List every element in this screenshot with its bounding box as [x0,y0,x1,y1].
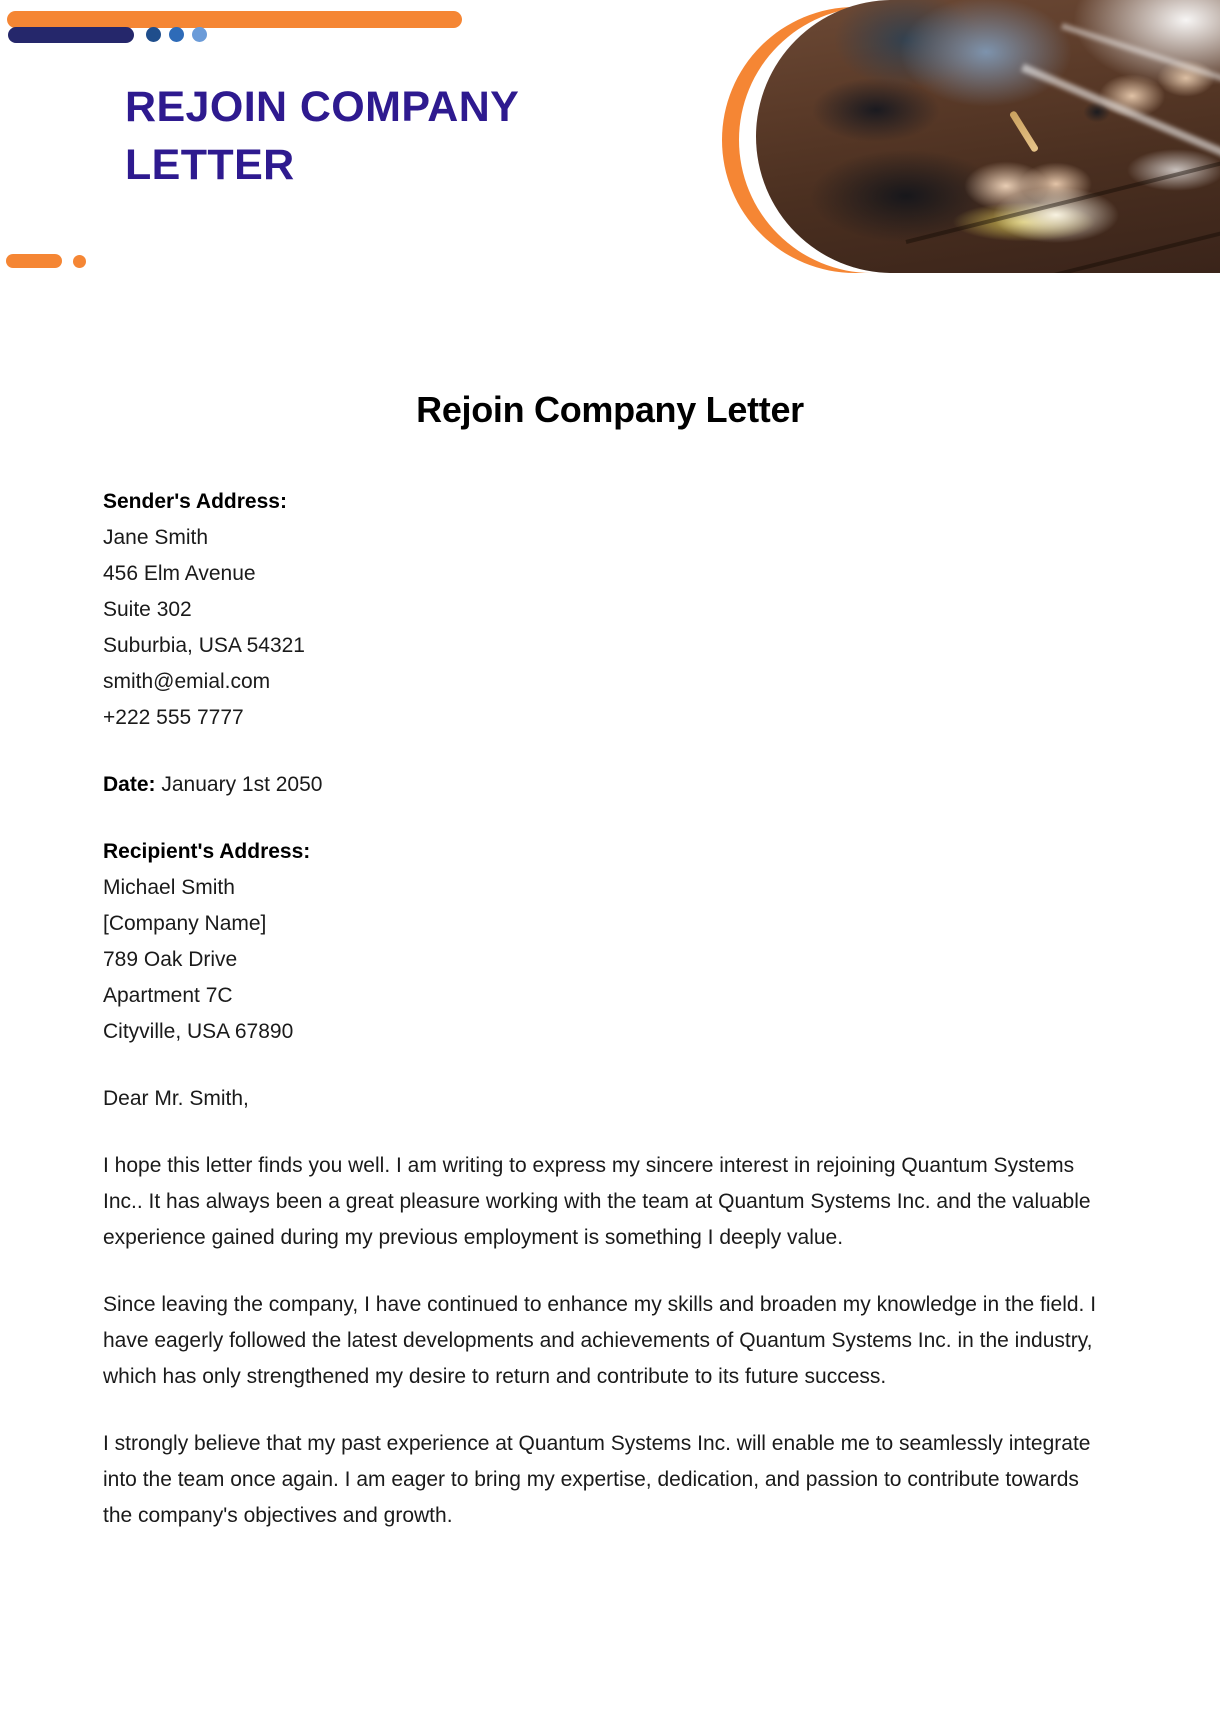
sender-address-line: Jane Smith [103,526,209,549]
sender-address-heading: Sender's Address: [103,490,287,513]
letter-body [0,302,1220,1565]
header-photo-clip [756,0,1220,273]
recipient-address-line: 789 Oak Drive [103,948,238,971]
date-line [103,767,1110,803]
document-header [0,0,1220,302]
page-title: Rejoin Company Letter [416,389,804,430]
recipient-address-line: Apartment 7C [103,984,233,1007]
body-paragraph: I strongly believe that my past experience at Quantum Systems Inc. will enable me to seamlessly integrate into the team once again. I am eager to bring my expertise, dedication, and passion to contribute towards the company's objectives and growth. [103,1432,1091,1527]
header-photo [700,0,1220,273]
salutation: Dear Mr. Smith, [103,1087,249,1110]
header-title: REJOIN COMPANY LETTER [125,83,519,189]
blue-dot-decor-1 [146,27,161,42]
sender-address-line: Suburbia, USA 54321 [103,634,305,657]
light-streak-decor [1021,64,1220,185]
letter-content [0,484,1220,1534]
recipient-address-heading: Recipient's Address: [103,840,311,863]
recipient-address-line: Cityville, USA 67890 [103,1020,294,1043]
sender-address-block [103,484,1110,736]
sender-email-line: smith@emial.com [103,670,271,693]
body-paragraph: I hope this letter finds you well. I am writing to express my sincere interest in rejoining Quantum Systems Inc.. It has always been a great pleasure working with the team at Quantum Systems Inc. and the valuable experience gained during my previous employment is something I deeply value. [103,1154,1091,1249]
recipient-address-line: Michael Smith [103,876,235,899]
table-plank-seam [1006,183,1220,273]
header-photo-image [756,0,1220,273]
sender-address-line: Suite 302 [103,598,192,621]
date-label: Date: [103,773,156,796]
recipient-company-line: [Company Name] [103,912,267,935]
date-value: January 1st 2050 [161,773,323,796]
body-paragraph: Since leaving the company, I have continued to enhance my skills and broaden my knowledge in the field. I have eagerly followed the latest developments and achievements of Quantum Systems Inc. in the industry, which has only strengthened my desire to return and contribute to its future success. [103,1293,1097,1388]
recipient-address-block [103,834,1110,1050]
blue-dot-decor-3 [192,27,207,42]
orange-bottom-bar-decor [6,254,62,268]
sender-phone-line: +222 555 7777 [103,706,244,729]
orange-dot-decor [73,255,86,268]
date-block [103,767,1110,803]
sender-address-line: 456 Elm Avenue [103,562,256,585]
table-plank-seam [906,138,1220,243]
orange-top-bar-decor [7,11,462,28]
blue-dot-decor-2 [169,27,184,42]
navy-bar-decor [8,27,134,43]
pencil-icon [1009,110,1039,153]
